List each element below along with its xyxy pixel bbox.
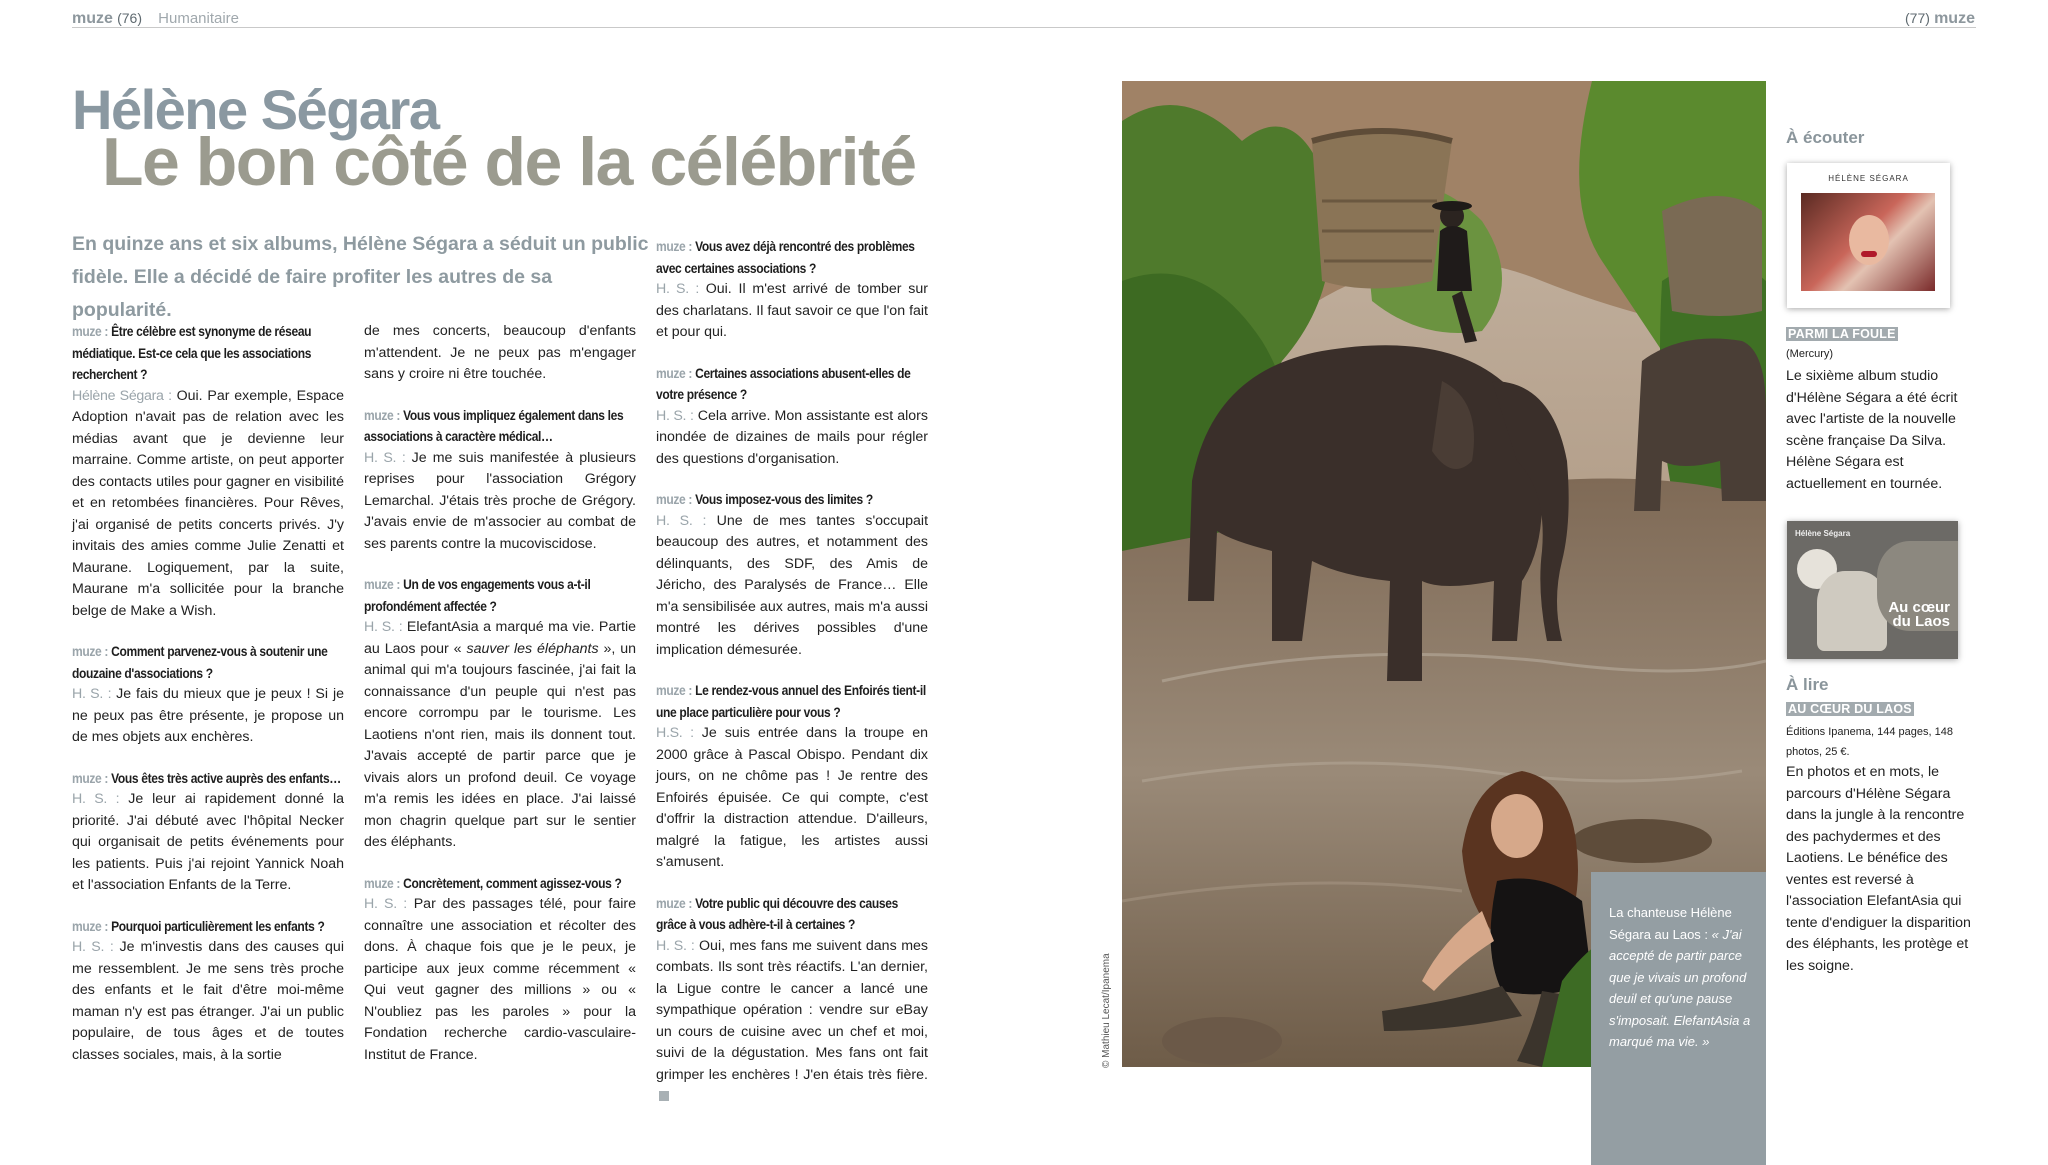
article-title-name: Hélène Ségara	[72, 78, 439, 141]
caption-intro: La chanteuse Hélène Ségara au Laos :	[1609, 905, 1732, 942]
book-cover-author: Hélène Ségara	[1795, 529, 1851, 538]
speaker-label: H.S. :	[656, 725, 694, 741]
speaker-label: H. S. :	[656, 512, 707, 529]
listen-heading: À écouter	[1786, 128, 1865, 147]
qa-block	[656, 893, 928, 1108]
speaker-label: H. S. :	[364, 619, 403, 635]
speaker-label: H. S. :	[656, 407, 694, 424]
book-meta: Éditions Ipanema, 144 pages, 148 photos, 25 €.	[1786, 726, 1953, 758]
qa-block	[72, 768, 344, 897]
answer: Je me suis manifestée à plusieurs reprises pour l'association Grégory Lemarchal. J'étais très proche de Grégory. J'avais envie de m'associer au combat de ses parents contre la mucoviscidose.	[364, 449, 636, 552]
album-label: (Mercury)	[1786, 348, 1834, 360]
qa-block	[72, 641, 344, 749]
howdah-basket	[1312, 131, 1452, 289]
speaker-label: H. S. :	[364, 896, 407, 912]
left-brand: muze	[72, 10, 113, 27]
qa-block	[364, 574, 636, 854]
answer: Je m'investis dans des causes qui me ressemblent. Je me sens très proche des enfants et le fait d'être moi-même maman n'y est pas étranger. J'ai un public populaire, de tous âges et de toutes classes sociales, mais, à la sortie	[72, 939, 344, 1063]
album-cover	[1787, 163, 1950, 308]
question: muze : Un de vos engagements vous a-t-il profondément affectée ?	[364, 576, 591, 614]
speaker-label: H. S. :	[656, 937, 695, 954]
article-standfirst: En quinze ans et six albums, Hélène Ségara a séduit un public fidèle. Elle a décidé de faire profiter les autres de sa popularité.	[72, 233, 649, 321]
album-title: PARMI LA FOULE	[1788, 327, 1896, 341]
speaker-label: H. S. :	[72, 939, 114, 955]
question: muze : Vous vous impliquez également dans les associations à caractère médical…	[364, 406, 624, 444]
answer: Oui, mes fans me suivent dans mes combats. Ils sont très réactifs. L'an dernier, la Ligue contre le cancer a lancé une sympathique opération : vendre sur eBay un cours de cuisine avec un chef et moi, suivi de la dégustation. Mes fans ont fait grimper les enchères ! J'en étais très fière.	[656, 937, 928, 1083]
question: muze : Certaines associations abusent-elles de votre présence ?	[656, 364, 911, 402]
answer: Je leur ai rapidement donné la priorité. J'ai débuté avec l'hôpital Necker qui organisait de petits événements pour les patients. Puis j'ai rejoint Yannick Noah et l'association Enfants de la Terre.	[72, 791, 344, 893]
album-description: Le sixième album studio d'Hélène Ségara a été écrit avec l'artiste de la nouvelle scène française Da Silva. Hélène Ségara est actuellement en tournée.	[1786, 368, 1958, 492]
album-cover-photo	[1801, 193, 1935, 291]
qa-block	[364, 873, 636, 1067]
book-cover-title: Au cœur du Laos	[1888, 599, 1950, 630]
article-headline: Le bon côté de la célébrité	[102, 124, 916, 200]
right-folio	[1905, 10, 1975, 28]
qa-block	[656, 363, 928, 471]
question: muze : Vous imposez-vous des limites ?	[656, 491, 873, 507]
speaker-label: H. S. :	[656, 281, 699, 297]
caption-quote: « J'ai accepté de partir parce que je vivais un profond deuil et qu'une pause s'imposait. ElefantAsia a marqué ma vie. »	[1609, 926, 1751, 1049]
article-column-2	[364, 321, 636, 1085]
answer: Par des passages télé, pour faire connaître une association et récolter des dons. À chaque fois que je le peux, je participe aux jeux comme récemment « Qui veut gagner des millions » ou « N'oubliez pas les paroles » pour la Fondation recherche cardio-vasculaire-Institut de France.	[364, 896, 636, 1063]
question: muze : Vous avez déjà rencontré des problèmes avec certaines associations ?	[656, 238, 915, 276]
question: muze : Concrètement, comment agissez-vous ?	[364, 874, 622, 891]
photo-credit: © Mathieu Lecat/Ipanema	[1101, 953, 1112, 1068]
answer: Cela arrive. Mon assistante est alors inondée de dizaines de mails pour régler des questions d'organisation.	[656, 407, 928, 467]
book-cover	[1787, 521, 1958, 659]
end-of-article-mark	[659, 1091, 669, 1101]
speaker-label: H. S. :	[364, 449, 406, 466]
photo-caption	[1591, 872, 1766, 1165]
article-column-1	[72, 321, 344, 1085]
answer-continuation: de mes concerts, beaucoup d'enfants m'attendent. Je ne peux pas m'engager sans y croire ni être touchée.	[364, 323, 636, 382]
header-rule	[72, 27, 1976, 28]
answer: Je suis entrée dans la troupe en 2000 grâce à Pascal Obispo. Pendant dix jours, on ne chôme pas ! Je rentre des Enfoirés épuisée. Ce qui compte, c'est d'offrir la distraction attendue. D'ailleurs, malgré la fatigue, les artistes aussi s'amusent.	[656, 725, 928, 870]
qa-block	[72, 916, 344, 1067]
question: muze : Vous êtes très active auprès des enfants…	[72, 769, 342, 786]
question: muze : Pourquoi particulièrement les enfants ?	[72, 917, 325, 934]
book-description: En photos et en mots, le parcours d'Hélène Ségara dans la jungle à la rencontre des pachydermes et des Laotiens. Le bénéfice des ventes est reversé à l'association ElefantAsia qui tente d'endiguer la disparition des éléphants, les protège et les soigne.	[1786, 764, 1971, 974]
answer: ElefantAsia a marqué ma vie. Partie au Laos pour « sauver les éléphants », un animal qui m'a toujours fascinée, j'ai fait la connaissance d'un peuple qui n'est pas encore corrompu par le tourisme. Les Laotiens n'ont rien, mais ils donnent tout. J'avais accepté de partir parce que je vivais alors un profond deuil. Ce voyage m'a remis les idées en place. J'ai laissé mon chagrin quelque part sur le sentier des éléphants.	[364, 619, 636, 850]
left-page-number: (76)	[117, 10, 142, 26]
left-folio	[72, 10, 239, 28]
question: muze : Votre public qui découvre des causes grâce à vous adhère-t-il à certaines ?	[656, 894, 898, 932]
right-brand: muze	[1934, 10, 1975, 27]
answer: Je fais du mieux que je peux ! Si je ne peux pas être présente, je propose un de mes objets aux enchères.	[72, 686, 344, 745]
qa-block	[656, 489, 928, 661]
book-title: AU CŒUR DU LAOS	[1788, 702, 1912, 716]
qa-block	[364, 405, 636, 556]
speaker-label: H. S. :	[72, 686, 112, 702]
album-cover-artist: HÉLÈNE SÉGARA	[1828, 174, 1909, 183]
speaker-label: H. S. :	[72, 791, 120, 807]
qa-block	[656, 680, 928, 874]
qa-block	[72, 321, 344, 622]
speaker-label: Hélène Ségara :	[72, 387, 172, 404]
answer: Oui. Par exemple, Espace Adoption n'avait pas de relation avec les médias avant que je devienne leur marraine. Comme artiste, on peut apporter des contacts utiles pour gagner en visibilité et en retombées financières. Pour Rêves, j'ai organisé de petits concerts privés. J'y invitais des amies comme Julie Zenatti et Maurane. Logiquement, par la suite, Maurane m'a sollicitée pour la branche belge de Make a Wish.	[72, 387, 344, 619]
question: muze : Comment parvenez-vous à soutenir une douzaine d'associations ?	[72, 643, 328, 681]
right-page-number: (77)	[1905, 10, 1930, 26]
question: muze : Être célèbre est synonyme de réseau médiatique. Est-ce cela que les associations recherchent ?	[72, 323, 312, 382]
article-column-3	[656, 236, 928, 1127]
section-rubric: Humanitaire	[158, 10, 240, 27]
question: muze : Le rendez-vous annuel des Enfoirés tient-il une place particulière pour vous ?	[656, 682, 926, 720]
answer: Oui. Il m'est arrivé de tomber sur des charlatans. Il faut savoir ce que l'on fait et pour qui.	[656, 281, 928, 340]
answer: Une de mes tantes s'occupait beaucoup des autres, et notamment des délinquants, des SDF, des Amis de Jéricho, des Paralysés de France… Elle m'a sensibilisée aux autres, mais m'a aussi montré les dérives possibles d'une implication démesurée.	[656, 512, 929, 658]
read-heading: À lire	[1786, 675, 1829, 694]
qa-block	[656, 236, 928, 344]
